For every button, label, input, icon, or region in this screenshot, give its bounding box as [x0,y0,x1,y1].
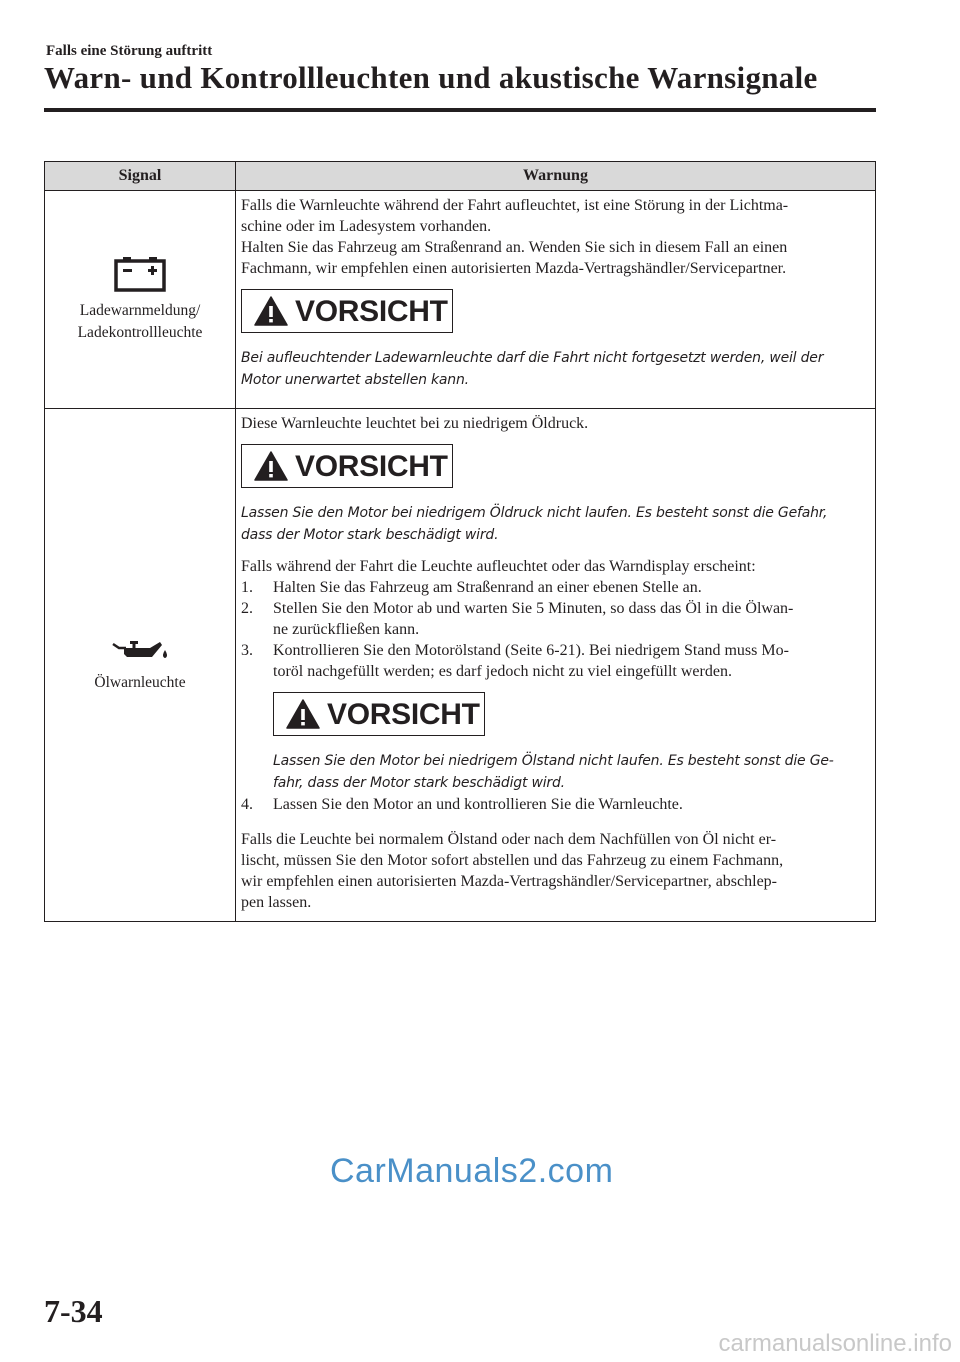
footer-link[interactable]: carmanualsonline.info [718,1330,952,1357]
caution-box [273,692,485,736]
column-header-signal: Signal [45,162,236,191]
step-text: toröl nachgefüllt werden; es darf jedoch nicht zu viel eingefüllt werden. [273,663,732,680]
caution-text: fahr, dass der Motor stark beschädigt wird. [273,775,565,791]
section-heading: Falls eine Störung auftritt [46,43,213,59]
warning-cell [236,191,876,409]
caution-label: VORSICHT [295,294,448,328]
warning-text: schine oder im Ladesystem vorhanden. [241,218,492,235]
signal-cell [45,191,236,409]
title-rule [44,108,876,112]
warning-text: lischt, müssen Sie den Motor sofort abstellen und das Fahrzeug zu einem Fachmann, [241,852,784,869]
caution-box [241,444,453,488]
warning-text: Halten Sie das Fahrzeug am Straßenrand an. Wenden Sie sich in diesem Fall an einen [241,239,788,256]
caution-label: VORSICHT [295,449,448,483]
warning-table [44,161,876,922]
watermark: CarManuals2.com [330,1152,614,1190]
table-row [45,409,876,922]
step-number: 2. [241,600,253,617]
caution-box [241,289,453,333]
list-item [241,794,867,815]
caution-icon [254,296,288,326]
step-number: 4. [241,796,253,813]
steps-list [241,577,867,682]
caution-icon [254,451,288,481]
warning-cell [236,409,876,922]
warning-text: Falls die Leuchte bei normalem Ölstand oder nach dem Nachfüllen von Öl nicht er- [241,831,777,848]
list-item [241,598,867,640]
warning-text: Diese Warnleuchte leuchtet bei zu niedrigem Öldruck. [241,415,589,432]
list-item [241,640,867,682]
column-header-warnung: Warnung [236,162,876,191]
signal-cell [45,409,236,922]
step-text: Stellen Sie den Motor ab und warten Sie 5 Minuten, so dass das Öl in die Ölwan- [273,600,794,617]
signal-label: Ladewarnmeldung/ [79,301,201,319]
caution-text: Motor unerwartet abstellen kann. [241,372,469,388]
warning-text: wir empfehlen einen autorisierten Mazda-Vertragshändler/Servicepartner, abschlep- [241,873,778,890]
caution-label: VORSICHT [327,697,480,731]
caution-icon [286,699,320,729]
step-number: 3. [241,642,253,659]
oil-pressure-warning-icon [110,636,170,666]
page-number: 7-34 [44,1293,103,1329]
page-title: Warn- und Kontrollleuchten und akustische Warnsignale [44,60,818,95]
caution-text: Bei aufleuchtender Ladewarnleuchte darf die Fahrt nicht fortgesetzt werden, weil der [241,350,824,366]
caution-text: Lassen Sie den Motor bei niedrigem Öldruck nicht laufen. Es besteht sonst die Gefahr, [241,505,828,521]
signal-label: Ölwarnleuchte [94,674,186,691]
battery-warning-icon [113,256,167,292]
list-item [241,577,867,598]
step-number: 1. [241,579,253,596]
warning-text: Fachmann, wir empfehlen einen autorisierten Mazda-Vertragshändler/Servicepartner. [241,260,787,277]
step-text: Halten Sie das Fahrzeug am Straßenrand an einer ebenen Stelle an. [273,579,702,596]
caution-text: dass der Motor stark beschädigt wird. [241,527,499,543]
step-text: ne zurückfließen kann. [273,621,420,638]
warning-text: pen lassen. [241,894,312,911]
table-row [45,191,876,409]
step-text: Lassen Sie den Motor an und kontrollieren Sie die Warnleuchte. [273,796,683,813]
caution-text: Lassen Sie den Motor bei niedrigem Ölstand nicht laufen. Es besteht sonst die Ge- [273,753,834,769]
signal-label: Ladekontrollleuchte [77,323,203,341]
warning-text: Falls während der Fahrt die Leuchte aufleuchtet oder das Warndisplay erscheint: [241,558,756,575]
warning-text: Falls die Warnleuchte während der Fahrt aufleuchtet, ist eine Störung in der Lichtma- [241,197,789,214]
step-text: Kontrollieren Sie den Motorölstand (Seite 6-21). Bei niedrigem Stand muss Mo- [273,642,789,659]
